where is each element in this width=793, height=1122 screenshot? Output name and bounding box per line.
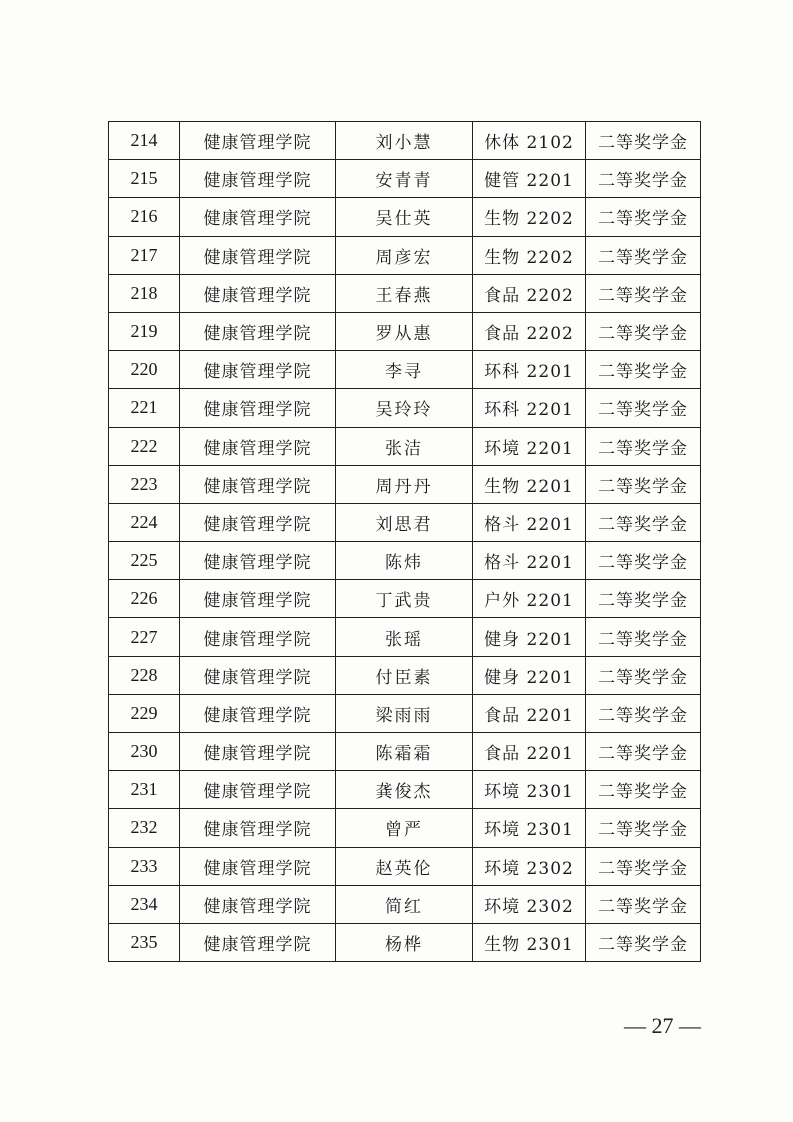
award-cell: 二等奖学金 (586, 809, 701, 847)
table-row (109, 312, 701, 350)
student-name-cell: 丁武贵 (336, 580, 473, 618)
college-cell: 健康管理学院 (180, 122, 336, 160)
award-cell: 二等奖学金 (586, 885, 701, 923)
class-cell: 户外 2201 (473, 580, 586, 618)
row-number-cell: 234 (109, 885, 180, 923)
class-cell: 健身 2201 (473, 656, 586, 694)
row-number-cell: 223 (109, 465, 180, 503)
college-cell: 健康管理学院 (180, 580, 336, 618)
college-cell: 健康管理学院 (180, 542, 336, 580)
class-cell: 食品 2202 (473, 274, 586, 312)
table-row (109, 656, 701, 694)
table-row (109, 733, 701, 771)
class-cell: 格斗 2201 (473, 503, 586, 541)
award-cell: 二等奖学金 (586, 122, 701, 160)
table-row (109, 847, 701, 885)
student-name-cell: 安青青 (336, 160, 473, 198)
class-cell: 休体 2102 (473, 122, 586, 160)
row-number-cell: 215 (109, 160, 180, 198)
row-number-cell: 230 (109, 733, 180, 771)
student-name-cell: 付臣素 (336, 656, 473, 694)
student-name-cell: 张洁 (336, 427, 473, 465)
class-cell: 格斗 2201 (473, 542, 586, 580)
award-cell: 二等奖学金 (586, 694, 701, 732)
award-cell: 二等奖学金 (586, 580, 701, 618)
college-cell: 健康管理学院 (180, 885, 336, 923)
table-row (109, 465, 701, 503)
class-cell: 生物 2301 (473, 923, 586, 961)
college-cell: 健康管理学院 (180, 618, 336, 656)
row-number-cell: 225 (109, 542, 180, 580)
award-cell: 二等奖学金 (586, 542, 701, 580)
student-name-cell: 周丹丹 (336, 465, 473, 503)
class-cell: 食品 2202 (473, 312, 586, 350)
college-cell: 健康管理学院 (180, 847, 336, 885)
college-cell: 健康管理学院 (180, 465, 336, 503)
row-number-cell: 229 (109, 694, 180, 732)
class-cell: 生物 2202 (473, 198, 586, 236)
award-cell: 二等奖学金 (586, 274, 701, 312)
row-number-cell: 224 (109, 503, 180, 541)
row-number-cell: 218 (109, 274, 180, 312)
award-cell: 二等奖学金 (586, 465, 701, 503)
class-cell: 环境 2302 (473, 885, 586, 923)
class-cell: 食品 2201 (473, 694, 586, 732)
student-name-cell: 陈炜 (336, 542, 473, 580)
table-row (109, 694, 701, 732)
college-cell: 健康管理学院 (180, 923, 336, 961)
award-cell: 二等奖学金 (586, 351, 701, 389)
award-cell: 二等奖学金 (586, 771, 701, 809)
table-row (109, 771, 701, 809)
award-cell: 二等奖学金 (586, 847, 701, 885)
award-cell: 二等奖学金 (586, 733, 701, 771)
college-cell: 健康管理学院 (180, 656, 336, 694)
class-cell: 环境 2301 (473, 809, 586, 847)
page-number: — 27 — (624, 1013, 701, 1038)
student-name-cell: 杨桦 (336, 923, 473, 961)
table-row (109, 580, 701, 618)
college-cell: 健康管理学院 (180, 351, 336, 389)
student-name-cell: 龚俊杰 (336, 771, 473, 809)
class-cell: 健管 2201 (473, 160, 586, 198)
college-cell: 健康管理学院 (180, 274, 336, 312)
student-name-cell: 梁雨雨 (336, 694, 473, 732)
student-name-cell: 赵英伦 (336, 847, 473, 885)
student-name-cell: 张瑶 (336, 618, 473, 656)
college-cell: 健康管理学院 (180, 771, 336, 809)
class-cell: 环境 2302 (473, 847, 586, 885)
table-row (109, 236, 701, 274)
college-cell: 健康管理学院 (180, 809, 336, 847)
award-cell: 二等奖学金 (586, 160, 701, 198)
table-row (109, 542, 701, 580)
row-number-cell: 232 (109, 809, 180, 847)
student-name-cell: 罗从惠 (336, 312, 473, 350)
class-cell: 环境 2201 (473, 427, 586, 465)
row-number-cell: 219 (109, 312, 180, 350)
college-cell: 健康管理学院 (180, 733, 336, 771)
college-cell: 健康管理学院 (180, 389, 336, 427)
row-number-cell: 231 (109, 771, 180, 809)
table-row (109, 885, 701, 923)
student-name-cell: 吴仕英 (336, 198, 473, 236)
college-cell: 健康管理学院 (180, 312, 336, 350)
class-cell: 生物 2201 (473, 465, 586, 503)
table-row (109, 198, 701, 236)
award-cell: 二等奖学金 (586, 236, 701, 274)
scholarship-table (108, 121, 701, 962)
row-number-cell: 214 (109, 122, 180, 160)
award-cell: 二等奖学金 (586, 923, 701, 961)
table-row (109, 389, 701, 427)
student-name-cell: 刘小慧 (336, 122, 473, 160)
student-name-cell: 吴玲玲 (336, 389, 473, 427)
college-cell: 健康管理学院 (180, 427, 336, 465)
row-number-cell: 226 (109, 580, 180, 618)
class-cell: 环科 2201 (473, 389, 586, 427)
award-cell: 二等奖学金 (586, 312, 701, 350)
college-cell: 健康管理学院 (180, 236, 336, 274)
student-name-cell: 陈霜霜 (336, 733, 473, 771)
award-cell: 二等奖学金 (586, 656, 701, 694)
table-row (109, 122, 701, 160)
table-row (109, 274, 701, 312)
student-name-cell: 周彦宏 (336, 236, 473, 274)
award-cell: 二等奖学金 (586, 503, 701, 541)
award-cell: 二等奖学金 (586, 198, 701, 236)
table-body (109, 122, 701, 962)
college-cell: 健康管理学院 (180, 160, 336, 198)
class-cell: 环科 2201 (473, 351, 586, 389)
table-row (109, 427, 701, 465)
award-cell: 二等奖学金 (586, 618, 701, 656)
college-cell: 健康管理学院 (180, 503, 336, 541)
table-row (109, 351, 701, 389)
row-number-cell: 216 (109, 198, 180, 236)
row-number-cell: 228 (109, 656, 180, 694)
table-row (109, 923, 701, 961)
row-number-cell: 235 (109, 923, 180, 961)
student-name-cell: 王春燕 (336, 274, 473, 312)
student-name-cell: 曾严 (336, 809, 473, 847)
college-cell: 健康管理学院 (180, 198, 336, 236)
table-row (109, 809, 701, 847)
table-row (109, 160, 701, 198)
row-number-cell: 221 (109, 389, 180, 427)
class-cell: 环境 2301 (473, 771, 586, 809)
college-cell: 健康管理学院 (180, 694, 336, 732)
class-cell: 生物 2202 (473, 236, 586, 274)
student-name-cell: 李寻 (336, 351, 473, 389)
row-number-cell: 220 (109, 351, 180, 389)
class-cell: 食品 2201 (473, 733, 586, 771)
student-name-cell: 简红 (336, 885, 473, 923)
class-cell: 健身 2201 (473, 618, 586, 656)
row-number-cell: 233 (109, 847, 180, 885)
row-number-cell: 217 (109, 236, 180, 274)
award-cell: 二等奖学金 (586, 389, 701, 427)
student-name-cell: 刘思君 (336, 503, 473, 541)
table-row (109, 503, 701, 541)
award-cell: 二等奖学金 (586, 427, 701, 465)
row-number-cell: 227 (109, 618, 180, 656)
table-row (109, 618, 701, 656)
row-number-cell: 222 (109, 427, 180, 465)
